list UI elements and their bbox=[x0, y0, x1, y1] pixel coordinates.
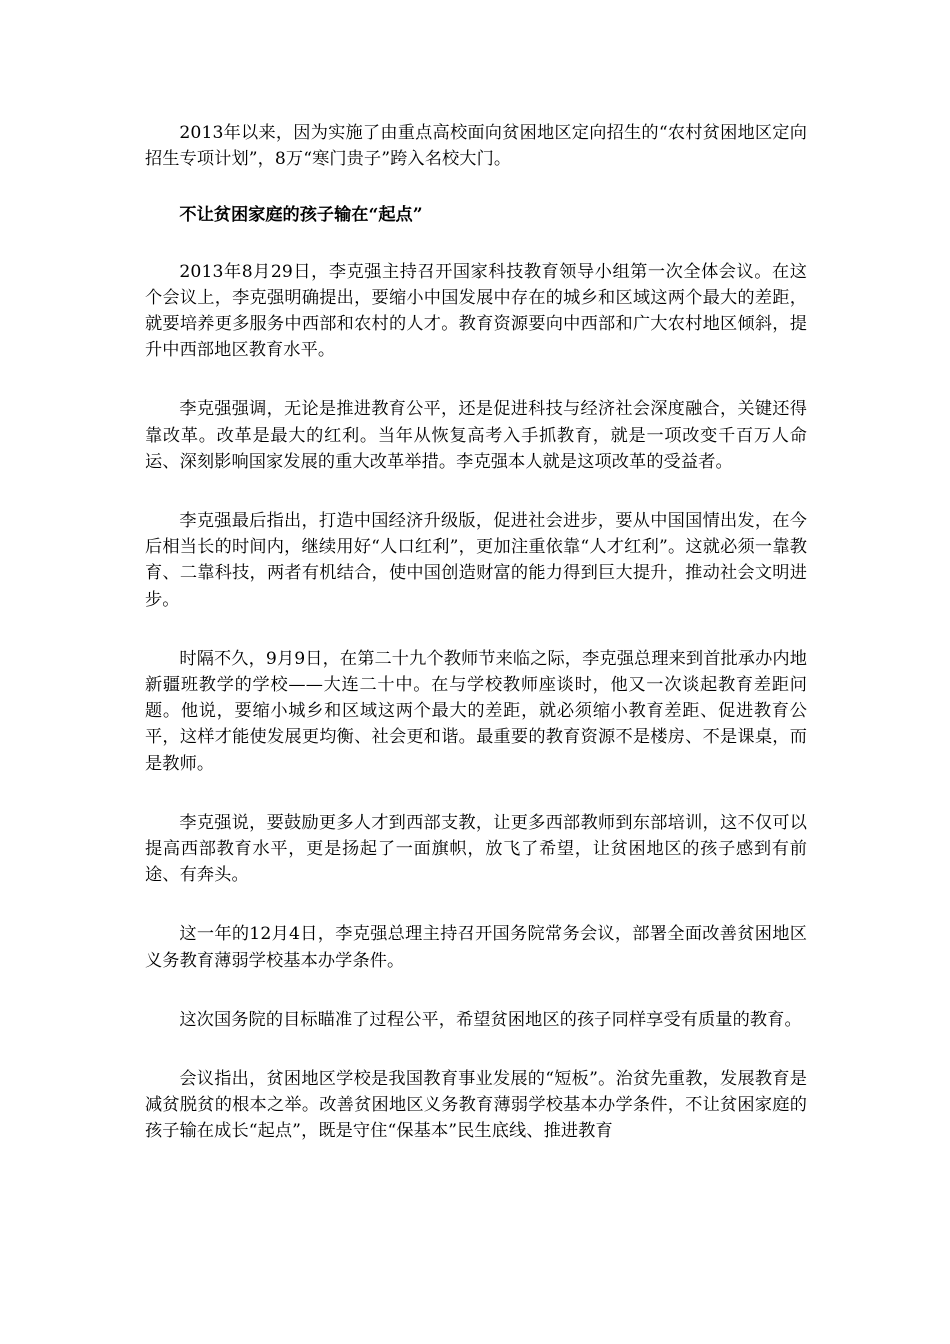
paragraph-5: 时隔不久，9月9日，在第二十九个教师节来临之际，李克强总理来到首批承办内地新疆班教学的学校——大连二十中。在与学校教师座谈时，他又一次谈起教育差距问题。他说，要缩小城乡和区域这两个最大的差距，就必须缩小教育差距、促进教育公平，这样才能使发展更均衡、社会更和谐。最重要的教育资源不是楼房、不是课桌，而是教师。 bbox=[145, 648, 807, 774]
paragraph-9: 会议指出，贫困地区学校是我国教育事业发展的“短板”。治贫先重教，发展教育是减贫脱贫的根本之举。改善贫困地区义务教育薄弱学校基本办学条件，不让贫困家庭的孩子输在成长“起点”，既是守住“保基本”民生底线、推进教育 bbox=[145, 1069, 807, 1142]
paragraph-gap bbox=[145, 777, 807, 810]
paragraph-8: 这次国务院的目标瞄准了过程公平，希望贫困地区的孩子同样享受有质量的教育。 bbox=[179, 1009, 802, 1030]
paragraph-gap bbox=[145, 888, 807, 921]
document-page bbox=[145, 120, 807, 1145]
paragraph-3: 李克强强调，无论是推进教育公平，还是促进科技与经济社会深度融合，关键还得靠改革。改革是最大的红利。当年从恢复高考入手抓教育，就是一项改变千百万人命运、深刻影响国家发展的重大改革举措。李克强本人就是这项改革的受益者。 bbox=[145, 399, 807, 472]
paragraph-2: 2013年8月29日，李克强主持召开国家科技教育领导小组第一次全体会议。在这个会议上，李克强明确提出，要缩小中国发展中存在的城乡和区域这两个最大的差距，就要培养更多服务中西部和农村的人才。教育资源要向中西部和广大农村地区倾斜，提升中西部地区教育水平。 bbox=[145, 261, 807, 361]
paragraph-gap bbox=[145, 613, 807, 646]
paragraph-7: 这一年的12月4日，李克强总理主持召开国务院常务会议，部署全面改善贫困地区义务教育薄弱学校基本办学条件。 bbox=[145, 924, 807, 971]
paragraph-6: 李克强说，要鼓励更多人才到西部支教，让更多西部教师到东部培训，这不仅可以提高西部教育水平，更是扬起了一面旗帜，放飞了希望，让贫困地区的孩子感到有前途、有奔头。 bbox=[145, 812, 807, 886]
paragraph-gap bbox=[145, 229, 807, 259]
paragraph-4: 李克强最后指出，打造中国经济升级版，促进社会进步，要从中国国情出发，在今后相当长的时间内，继续用好“人口红利”，更加注重依靠“人才红利”。这就必须一靠教育、二靠科技，两者有机结合，使中国创造财富的能力得到巨大提升，推动社会文明进步。 bbox=[145, 511, 807, 610]
section-heading: 不让贫困家庭的孩子输在“起点” bbox=[179, 205, 423, 226]
paragraph-gap bbox=[145, 475, 807, 508]
paragraph-gap bbox=[145, 974, 807, 1007]
paragraph-gap bbox=[145, 363, 807, 396]
paragraph-gap bbox=[145, 172, 807, 202]
paragraph-gap bbox=[145, 1033, 807, 1066]
paragraph-intro: 2013年以来，因为实施了由重点高校面向贫困地区定向招生的“农村贫困地区定向招生专项计划”，8万“寒门贵子”跨入名校大门。 bbox=[145, 123, 807, 170]
